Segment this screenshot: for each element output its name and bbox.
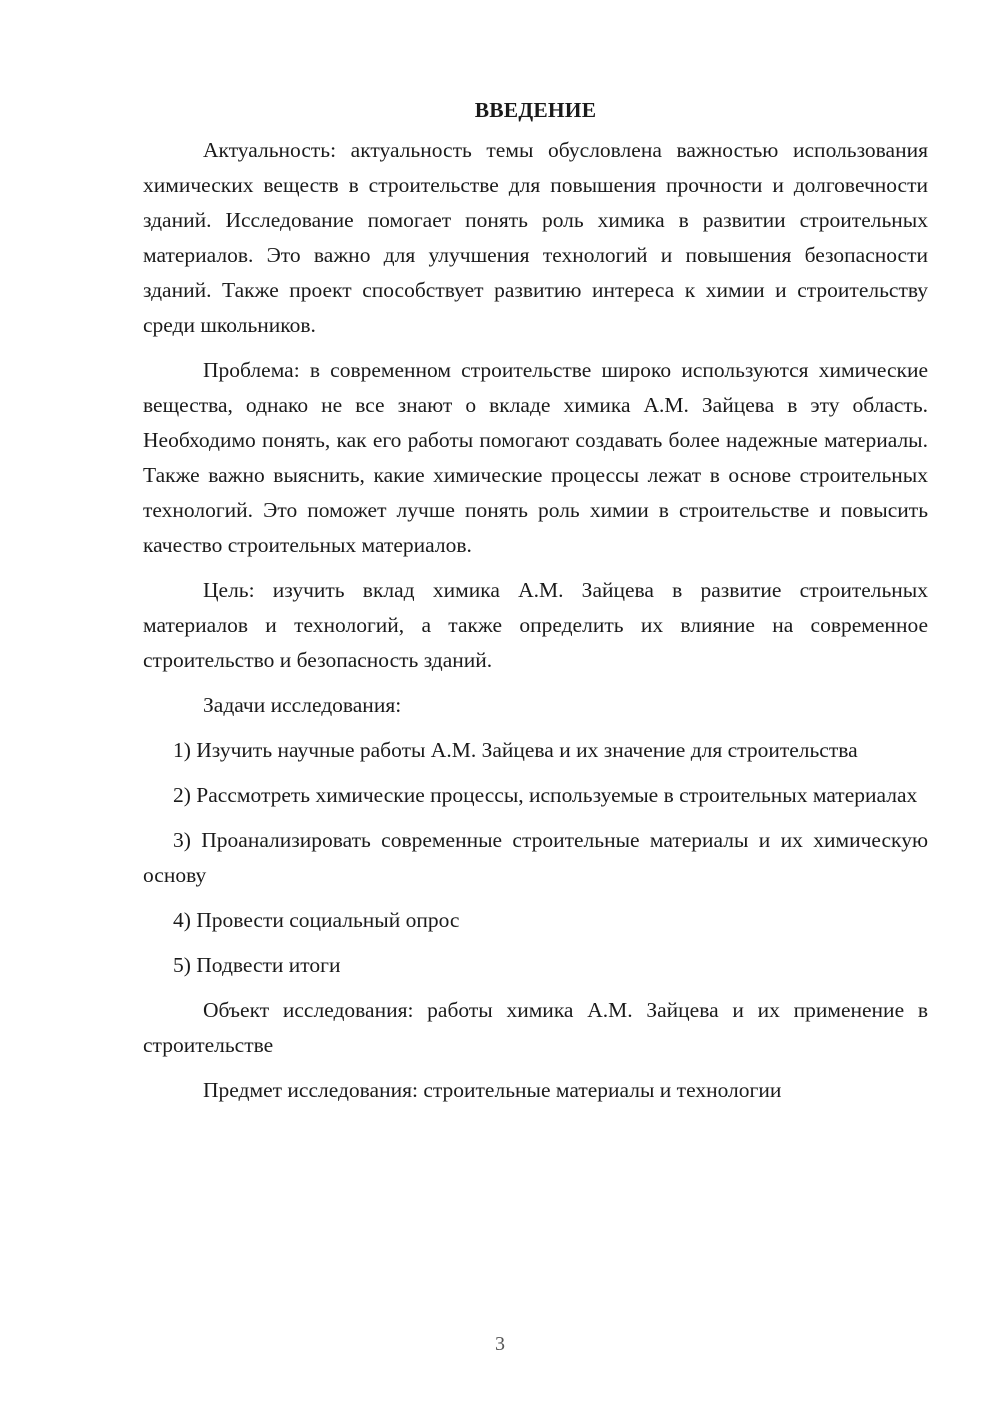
- research-object-paragraph: Объект исследования: работы химика А.М. Зайцева и их применение в строительстве: [143, 998, 928, 1057]
- problem-paragraph: Проблема: в современном строительстве широко используются химические вещества, однако не все знают о вкладе химика А.М. Зайцева в эту область. Необходимо понять, как его работы помогают создавать более надежные материалы. Также важно выяснить, какие химические процессы лежат в основе строительных технологий. Это поможет лучше понять роль химии в строительстве и повысить качество строительных материалов.: [143, 358, 928, 557]
- relevance-paragraph: Актуальность: актуальность темы обусловлена важностью использования химических веществ в строительстве для повышения прочности и долговечности зданий. Исследование помогает понять роль химика в развитии строительных материалов. Это важно для улучшения технологий и повышения безопасности зданий. Также проект способствует развитию интереса к химии и строительству среди школьников.: [143, 138, 928, 337]
- document-page: [143, 93, 928, 1118]
- page-title: ВВЕДЕНИЕ: [474, 98, 597, 122]
- task-item-1: 1) Изучить научные работы А.М. Зайцева и их значение для строительства: [173, 738, 858, 762]
- tasks-heading: Задачи исследования:: [203, 693, 402, 717]
- task-item-3: 3) Проанализировать современные строительные материалы и их химическую основу: [143, 828, 928, 887]
- task-item-4: 4) Провести социальный опрос: [173, 908, 460, 932]
- research-subject-paragraph: Предмет исследования: строительные материалы и технологии: [203, 1078, 782, 1102]
- page-number: 3: [495, 1333, 505, 1355]
- task-item-5: 5) Подвести итоги: [173, 953, 341, 977]
- goal-paragraph: Цель: изучить вклад химика А.М. Зайцева в развитие строительных материалов и технологий, а также определить их влияние на современное строительство и безопасность зданий.: [143, 578, 928, 672]
- task-item-2: 2) Рассмотреть химические процессы, используемые в строительных материалах: [173, 783, 918, 807]
